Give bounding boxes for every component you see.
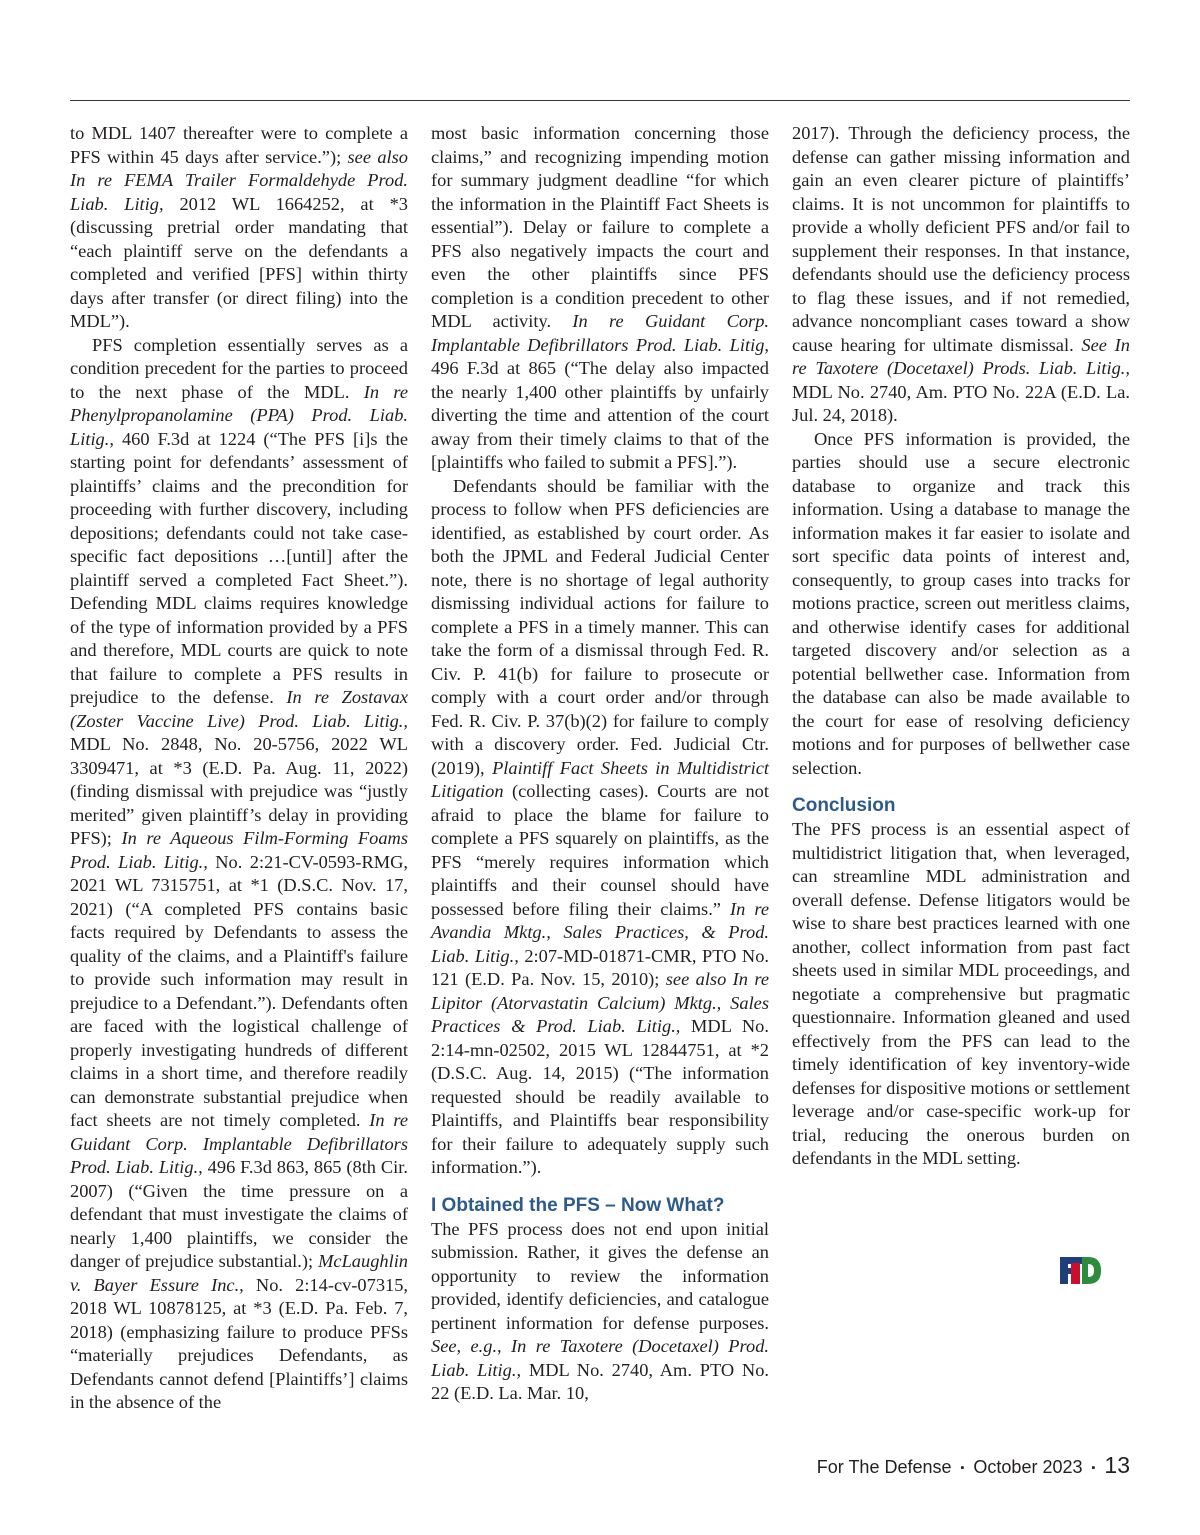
publication-name: For The Defense <box>816 1457 952 1477</box>
text-run: most basic information concerning those claims,” and recognizing impending motion for summary judgment deadline “for which the information in the Plaintiff Fact Sheets is essential”). Delay or failure to complete a PFS also negatively impacts the court and even the other plaintiffs since PFS completion is a condition precedent to other MDL activity. <box>431 123 769 331</box>
citation-italic: In re Avandia Mktg., Sales Practices, & Prod. Liab. Litig., <box>431 898 769 966</box>
text-run: Once PFS information is provided, the parties should use a secure electronic database to organize and track this information. Using a database to manage the information makes it far easier to isolate and sort specific data points of interest and, consequently, to group cases into tracks for motions practice, screen out meritless claims, and otherwise identify cases for additional targeted discovery and/​or selection as a potential bellwether case. Information from the database can also be made available to the court for ease of resolving deficiency motions and for purposes of bellwether case selection. <box>792 428 1130 778</box>
text-column-1 <box>70 122 408 1415</box>
citation-italic: In re Zostavax (Zoster Vaccine Live) Prod. Liab. Litig., <box>70 687 408 731</box>
citation-italic: In re Aqueous Film-Forming Foams Prod. Liab. Litig., <box>70 828 408 872</box>
paragraph <box>792 428 1130 781</box>
text-run: 460 F.3d at 1224 (“The PFS [i]s the starting point for defendants’ assessment of plaintiffs’ claims and the precondition for proceeding with further discovery, including depositions; defendants could not take case-specific fact depositions …[until] after the plaintiff served a completed Fact Sheet.”). Defending MDL claims requires knowledge of the type of information provided by a PFS and therefore, MDL courts are quick to note that failure to complete a PFS results in prejudice to the defense. <box>70 428 408 707</box>
text-run: 496 F.3d at 865 (“The delay also impacted the nearly 1,400 other plaintiffs by unfairly diverting the time and attention of the court away from their timely claims to that of the [plaintiffs who failed to submit a PFS].”). <box>431 358 769 472</box>
text-run: The PFS process is an essential aspect of multidistrict litigation that, when leveraged, can streamline MDL administration and overall defense. Defense litigators would be wise to share best practices learned with one another, collect information from past fact sheets used in similar MDL proceedings, and negotiate a comprehensive but pragmatic questionnaire. Information gleaned and used effectively from the PFS can lead to the timely identification of key inventory-wide defenses for dispositive motions or settlement leverage and/or case-specific work-up for trial, reducing the onerous burden on defendants in the MDL setting. <box>792 819 1130 1168</box>
text-run: PFS completion essentially serves as a condition precedent for the parties to proceed to the next phase of the MDL. <box>70 334 408 402</box>
citation-italic: see also In re Lipitor (Atorvastatin Calcium) Mktg., Sales Practices & Prod. Liab. Litig., <box>431 969 769 1036</box>
text-run: (collecting cases). Courts are not afraid to place the blame for failure to complete a PFS squarely on plaintiffs, as the PFS “merely requires information which plaintiffs and their counsel should have possessed before filing their claims.” <box>431 781 769 919</box>
section-heading: I Obtained the PFS – Now What? <box>431 1194 725 1216</box>
citation-italic: In re Phenylpropanolamine (PPA) Prod. Liab. Litig., <box>70 381 408 449</box>
citation-italic: Plaintiff Fact Sheets in Multidistrict Litigation <box>431 757 769 801</box>
citation-italic: McLaughlin v. Bayer Essure Inc., <box>70 1251 408 1295</box>
paragraph <box>792 122 1130 428</box>
text-run: 2012 WL 1664252, at *3 (discussing pretrial order mandating that “each plaintiff serve on the defendants a completed and verified [PFS] within thirty days after transfer (or direct filing) into the MDL”). <box>70 193 408 331</box>
ftd-end-logo <box>1058 1254 1102 1286</box>
paragraph <box>431 475 769 1180</box>
header-rule <box>70 100 1130 101</box>
citation-italic: In re Guidant Corp. Implantable Defibrillators Prod. Liab. Litig, <box>431 311 769 355</box>
text-column-2 <box>431 122 769 1406</box>
text-run: 2017). Through the deficiency process, the defense can gather missing information and gain an even clearer picture of plaintiffs’ claims. It is not uncommon for plaintiffs to provide a wholly deficient PFS and/or fail to supplement their responses. In that instance, defendants should use the deficiency process to flag these issues, and if not remedied, advance noncompliant cases toward a show cause hearing for ultimate dismissal. <box>792 123 1130 355</box>
citation-italic: In re Guidant Corp. Implantable Defibrillators Prod. Liab. Litig., <box>70 1110 408 1177</box>
paragraph <box>431 1218 769 1406</box>
text-run: MDL No. 2:14-mn-02502, 2015 WL 12844751, at *2 (D.S.C. Aug. 14, 2015) (“The information requested should be readily available to Plaintiffs, and Plaintiffs bear responsibility for their failure to adequately supply such information.”). <box>431 1016 769 1177</box>
text-run: The PFS process does not end upon initial submission. Rather, it gives the defense an opportunity to review the information provided, identify deficiencies, and catalogue pertinent information for defense purposes. <box>431 1218 769 1333</box>
section-heading: Conclusion <box>792 795 896 816</box>
text-run: MDL No. 2740, Am. PTO No. 22A (E.D. La. Jul. 24, 2018). <box>792 381 1130 425</box>
text-run: MDL No. 2740, Am. PTO No. 22 (E.D. La. Mar. 10, <box>431 1359 769 1403</box>
text-run: 496 F.3d 863, 865 (8th Cir. 2007) (“Given the time pressure on a defendant that must investigate the claims of nearly 1,400 plaintiffs, we consider the danger of prejudice substantial.); <box>70 1157 408 1271</box>
citation-italic: See, e.g., In re Taxotere (Docetaxel) Prod. Liab. Litig., <box>431 1336 769 1380</box>
citation-italic: see also In re FEMA Trailer Formaldehyde Prod. Liab. Litig, <box>70 146 408 214</box>
separator-bullet: ▪ <box>960 1462 965 1474</box>
text-run: to MDL 1407 thereafter were to complete a PFS within 45 days after service.”); <box>70 123 408 167</box>
citation-italic: See In re Taxotere (Docetaxel) Prods. Liab. Litig., <box>792 334 1130 378</box>
issue-date: October 2023 <box>973 1457 1083 1477</box>
text-run: No. 2:14-cv-07315, 2018 WL 10878125, at *3 (E.D. Pa. Feb. 7, 2018) (emphasizing failure to produce PFSs “materially prejudices Defendants, as Defendants cannot defend [Plaintiffs’] claims in the absence of the <box>70 1274 409 1412</box>
paragraph <box>70 122 408 334</box>
paragraph <box>70 334 408 1415</box>
text-run: MDL No. 2848, No. 20-5756, 2022 WL 3309471, at *3 (E.D. Pa. Aug. 11, 2022) (finding dismissal with prejudice was “justly merited” given plaintiff’s delay in providing PFS); <box>70 734 408 848</box>
text-column-3 <box>792 122 1130 1171</box>
page-number: 13 <box>1104 1452 1130 1478</box>
paragraph <box>431 122 769 475</box>
page-footer <box>817 1452 1130 1479</box>
separator-bullet: ▪ <box>1091 1462 1096 1474</box>
text-run: Defendants should be familiar with the process to follow when PFS deficiencies are identified, as established by court order. As both the JPML and Federal Judicial Center note, there is no shortage of legal authority dismissing individual actions for failure to complete a PFS in a timely manner. This can take the form of a dismissal through Fed. R. Civ. P. 41(b) for failure to prosecute or comply with a court order and/or through Fed. R. Civ. P. 37(b)(2) for failure to comply with a discovery order. Fed. Judicial Ctr. (2019), <box>431 475 769 778</box>
text-run: 2:07-MD-01871-CMR, PTO No. 121 (E.D. Pa. Nov. 15, 2010); <box>431 945 769 989</box>
paragraph <box>792 818 1130 1171</box>
text-run: No. 2:21-CV-0593-RMG, 2021 WL 7315751, at *1 (D.S.C. Nov. 17, 2021) (“A completed PFS contains basic facts required by Defendants to assess the quality of the claims, and a Plaintiff's failure to provide such information may result in prejudice to a Defendant.”). Defendants often are faced with the logistical challenge of properly investigating hundreds of different claims in a short time, and therefore readily can demonstrate substantial prejudice when fact sheets are not timely completed. <box>70 851 408 1130</box>
